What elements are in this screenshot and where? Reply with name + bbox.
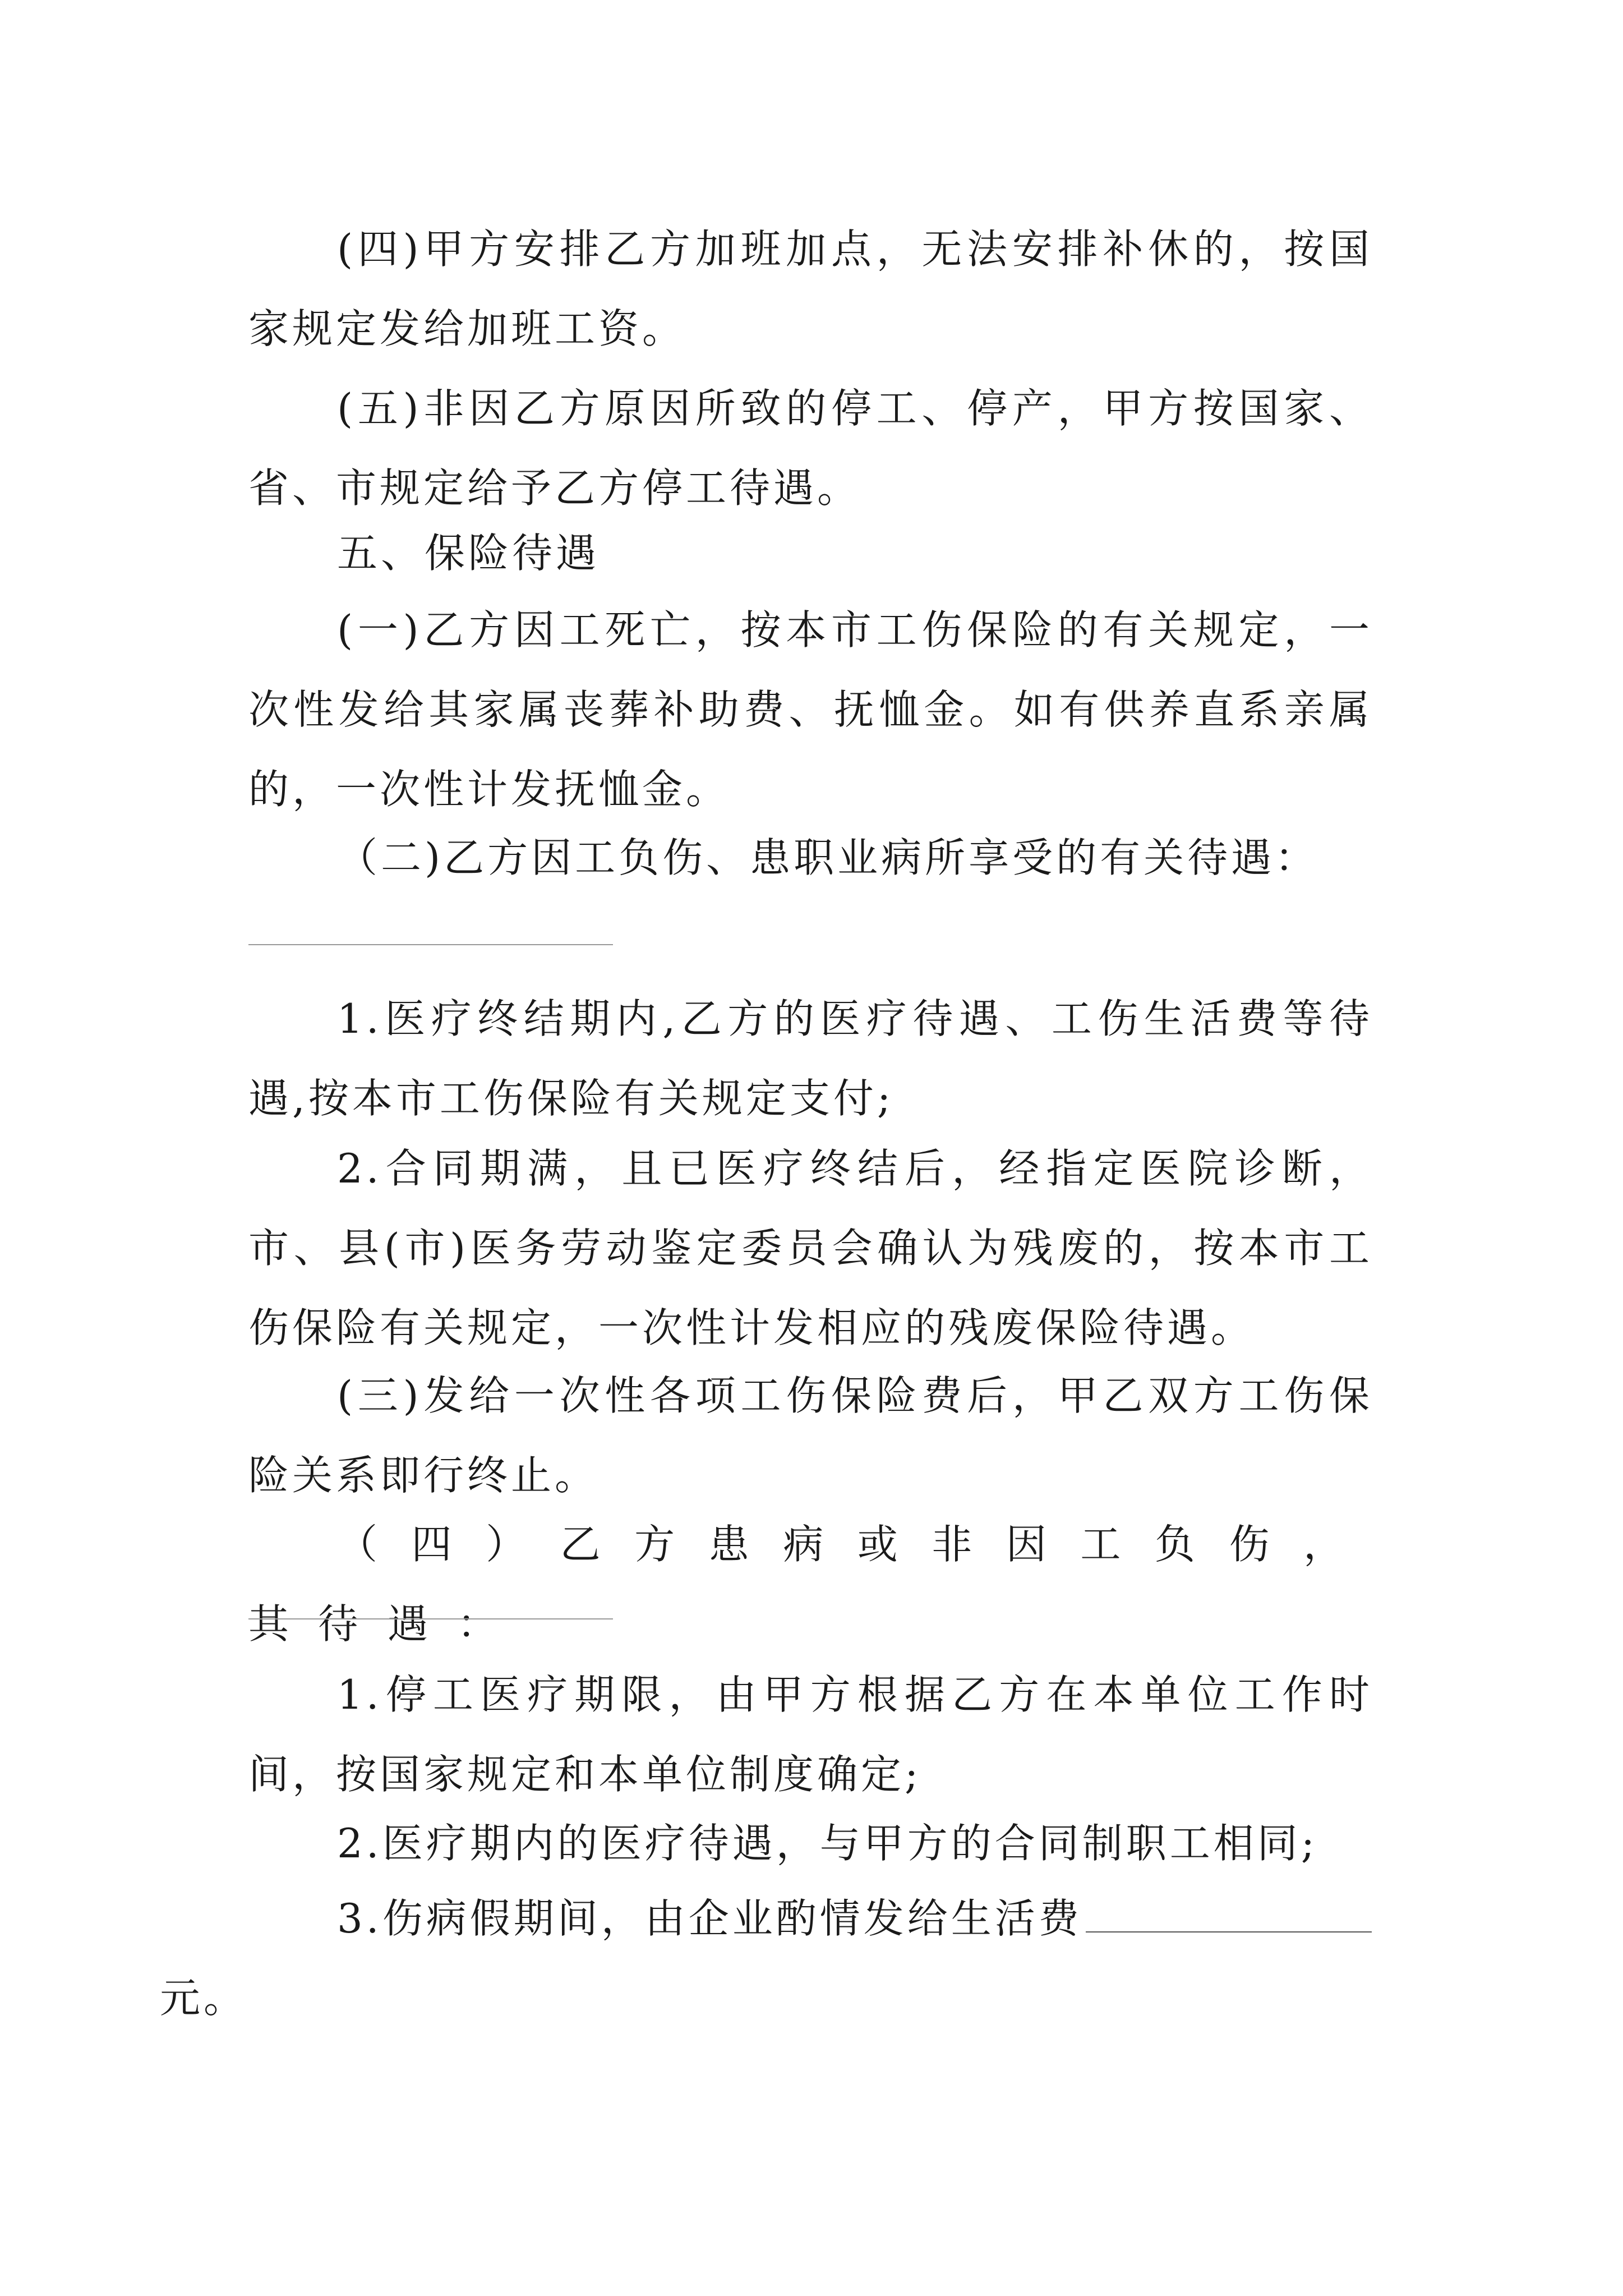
paragraph-insurance-termination: (三)发给一次性各项工伤保险费后，甲乙双方工伤保险关系即行终止。 (248, 1372, 1373, 1499)
paragraph-work-death: (一)乙方因工死亡，按本市工伤保险的有关规定，一次性发给其家属丧葬补助费、抚恤金。如有供养直系亲属的，一次性计发抚恤金。 (248, 606, 1373, 813)
blank-rule (248, 1618, 613, 1619)
paragraph-medical-treatment: 2.医疗期内的医疗待遇，与甲方的合同制职工相同; (337, 1820, 1318, 1867)
living-allowance-text: 3.伤病假期间，由企业酌情发给生活费 (337, 1895, 1082, 1942)
paragraph-overtime: (四)甲方安排乙方加班加点，无法安排补休的，按国家规定发给加班工资。 (248, 226, 1373, 352)
paragraph-medical-termination: 1.医疗终结期内,乙方的医疗待遇、工伤生活费等待遇,按本市工伤保险有关规定支付; (248, 995, 1373, 1122)
paragraph-illness: （四）乙方患病或非因工负伤，其待遇： (248, 1521, 1373, 1648)
paragraph-work-stoppage: (五)非因乙方原因所致的停工、停产，甲方按国家、省、市规定给予乙方停工待遇。 (248, 385, 1373, 512)
paragraph-living-allowance (160, 1879, 1373, 2038)
paragraph-work-injury: （二)乙方因工负伤、患职业病所享受的有关待遇： (337, 834, 1319, 881)
paragraph-sick-leave-period: 1.停工医疗期限，由甲方根据乙方在本单位工作时间，按国家规定和本单位制度确定; (248, 1671, 1373, 1798)
paragraph-contract-expiry: 2.合同期满，且已医疗终结后，经指定医院诊断，市、县(市)医务劳动鉴定委员会确认为残废的，按本市工伤保险有关规定，一次性计发相应的残废保险待遇。 (248, 1145, 1373, 1351)
blank-rule (248, 944, 613, 945)
living-allowance-unit: 元。 (160, 1975, 248, 2022)
amount-blank (1086, 1898, 1372, 1932)
section-heading-insurance: 五、保险待遇 (337, 530, 600, 577)
